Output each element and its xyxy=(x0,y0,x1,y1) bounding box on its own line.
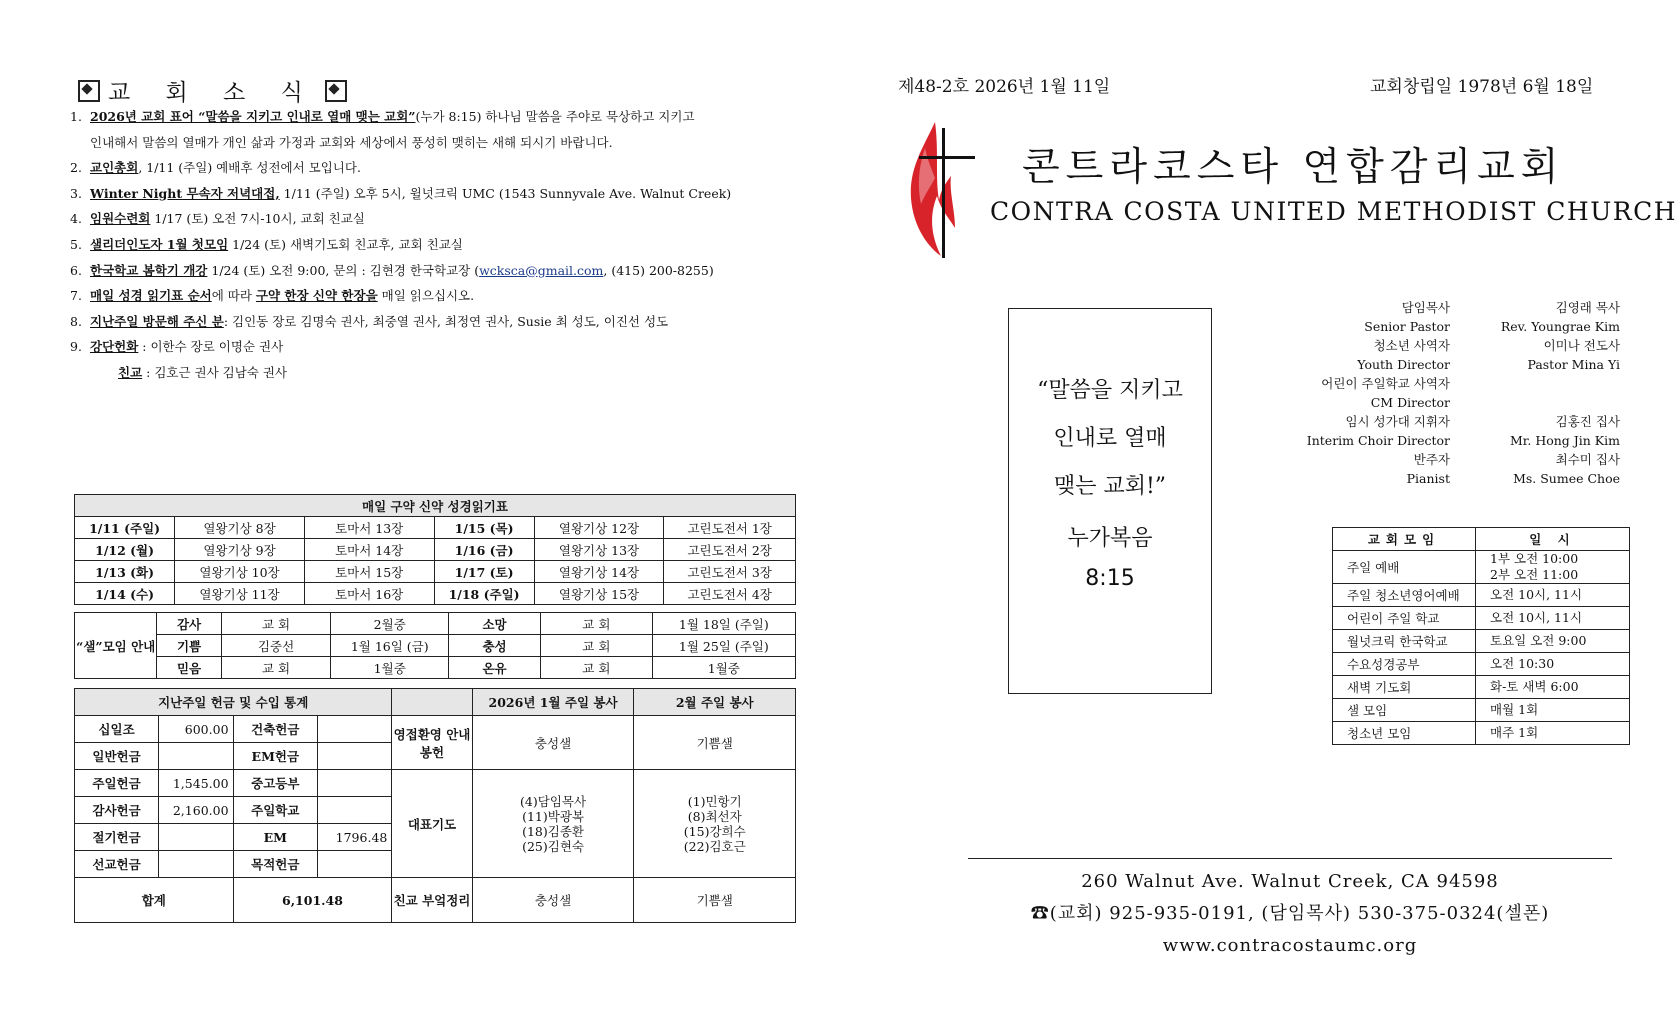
offering-label: 절기헌금 xyxy=(75,824,159,851)
ornament-icon xyxy=(78,80,100,102)
offering-amount xyxy=(318,743,392,770)
offering-label: EM xyxy=(233,824,318,851)
offering-label: 중고등부 xyxy=(233,770,318,797)
staff-name: 이미나 전도사 xyxy=(1543,338,1620,353)
offering-label: 일반헌금 xyxy=(75,743,159,770)
news-item-text: 1/24 (토) 새벽기도회 친교후, 교회 친교실 xyxy=(228,236,463,252)
reading-date: 1/17 (토) xyxy=(434,561,534,583)
news-item xyxy=(70,258,790,284)
offering-row xyxy=(75,770,796,797)
staff-role: 담임목사 xyxy=(1401,300,1450,315)
news-title xyxy=(70,74,355,107)
news-item xyxy=(70,309,790,335)
staff-name: Rev. Youngrae Kim xyxy=(1500,319,1620,334)
prayer-list xyxy=(634,770,796,878)
cell-group-info: 1월중 xyxy=(331,657,449,679)
reading-chapter: 열왕기상 8장 xyxy=(175,517,305,539)
news-item-text: 에 따라 xyxy=(211,288,256,304)
schedule-row xyxy=(1333,676,1630,699)
reading-chapter: 고린도전서 1장 xyxy=(664,517,796,539)
schedule-time: 토요일 오전 9:00 xyxy=(1476,630,1630,653)
cell-group-info: 김중선 xyxy=(221,635,331,657)
schedule-row xyxy=(1333,653,1630,676)
news-item-number: 5. xyxy=(70,236,82,252)
reading-chapter: 열왕기상 12장 xyxy=(534,517,664,539)
reading-date: 1/16 (금) xyxy=(434,539,534,561)
news-item-number: 8. xyxy=(70,313,82,329)
offering-label: 십일조 xyxy=(75,716,159,743)
cell-group-info: 1월 18일 (주일) xyxy=(652,613,795,635)
scripture-verse: 8:15 xyxy=(1085,566,1135,591)
service-header: 2026년 1월 주일 봉사 xyxy=(472,689,634,716)
staff-row xyxy=(1250,450,1620,469)
founding-date: 교회창립일 1978년 6월 18일 xyxy=(1370,77,1594,97)
news-item-number: 1. xyxy=(70,109,82,124)
offering-header: 지난주일 헌금 및 수입 통계 xyxy=(75,689,392,716)
reading-date: 1/15 (목) xyxy=(434,517,534,539)
reading-chapter: 열왕기상 14장 xyxy=(534,561,664,583)
news-item-text: 인내해서 말씀의 열매가 개인 삶과 가정과 교회와 세상에서 풍성히 맺히는 새해 되시기 바랍니다. xyxy=(90,134,613,150)
prayer-person: (22)김호근 xyxy=(683,838,746,854)
schedule-time: 1부 오전 10:00 2부 오전 11:00 xyxy=(1476,551,1630,584)
news-item-text: : 김호근 권사 김남숙 권사 xyxy=(142,364,287,380)
prayer-person: (4)담임목사 xyxy=(520,793,587,809)
cross-flame-icon xyxy=(905,118,977,260)
schedule-time: 오전 10시, 11시 xyxy=(1476,607,1630,630)
fellowship-group: 충성샐 xyxy=(472,878,634,923)
prayer-person: (15)강희수 xyxy=(683,823,746,839)
news-item-heading: 친교 xyxy=(118,364,143,380)
staff-role: 임시 성가대 지휘자 xyxy=(1345,414,1450,429)
schedule-time: 화-토 새벽 6:00 xyxy=(1476,676,1630,699)
cell-group-info: 1월 25일 (주일) xyxy=(652,635,795,657)
reading-title: 매일 구약 신약 성경읽기표 xyxy=(75,495,796,517)
schedule-time: 오전 10시, 11시 xyxy=(1476,584,1630,607)
offering-label: 선교헌금 xyxy=(75,851,159,878)
prayer-person: (25)김현숙 xyxy=(522,838,584,854)
staff-role: 반주자 xyxy=(1413,452,1450,467)
motto-box xyxy=(1008,308,1212,694)
reading-chapter: 고린도전서 2장 xyxy=(664,539,796,561)
bible-reading-table xyxy=(74,494,796,605)
schedule-meeting: 수요성경공부 xyxy=(1333,653,1476,676)
offering-amount: 2,160.00 xyxy=(159,797,233,824)
news-item-text: 1/11 (주일) 오후 5시, 윌넛크릭 UMC (1543 Sunnyvale Ave. Walnut Creek) xyxy=(279,185,732,201)
reading-row xyxy=(75,583,796,605)
cell-group-info: 교 회 xyxy=(221,657,331,679)
news-item xyxy=(70,104,790,130)
offering-amount: 1796.48 xyxy=(318,824,392,851)
news-item-heading: 임원수련회 xyxy=(90,211,151,227)
cell-group-info: 1월중 xyxy=(652,657,795,679)
schedule-header-meeting: 교회모임 xyxy=(1333,528,1476,551)
cell-group-info: 교 회 xyxy=(221,613,331,635)
offering-label: 감사헌금 xyxy=(75,797,159,824)
staff-role: Interim Choir Director xyxy=(1306,433,1450,448)
offering-label: 주일헌금 xyxy=(75,770,159,797)
schedule-row xyxy=(1333,551,1630,584)
staff-row xyxy=(1250,298,1620,317)
staff-row xyxy=(1250,374,1620,393)
offering-amount xyxy=(318,716,392,743)
news-item xyxy=(70,334,790,360)
offering-label: 주일학교 xyxy=(233,797,318,824)
staff-name: Pastor Mina Yi xyxy=(1527,357,1620,372)
news-item-number: 3. xyxy=(70,185,82,201)
schedule-row xyxy=(1333,699,1630,722)
church-name-english: CONTRA COSTA UNITED METHODIST CHURCH xyxy=(990,197,1678,226)
staff-role: 청소년 사역자 xyxy=(1373,338,1450,353)
schedule-row xyxy=(1333,722,1630,745)
schedule-meeting: 새벽 기도회 xyxy=(1333,676,1476,699)
reading-row xyxy=(75,561,796,583)
news-item-text: , 1/11 (주일) 예배후 성전에서 모입니다. xyxy=(138,160,361,176)
reading-chapter: 토마서 15장 xyxy=(304,561,434,583)
news-item-number: 2. xyxy=(70,160,82,176)
news-item-text: : 이한수 장로 이명순 권사 xyxy=(138,339,284,355)
church-address: 260 Walnut Ave. Walnut Creek, CA 94598 xyxy=(1081,871,1499,892)
staff-row xyxy=(1250,393,1620,412)
schedule-meeting: 월넛크릭 한국학교 xyxy=(1333,630,1476,653)
reading-date: 1/14 (수) xyxy=(75,583,175,605)
offering-header-row xyxy=(75,689,796,716)
prayer-person: (18)김종환 xyxy=(522,823,584,839)
staff-row xyxy=(1250,412,1620,431)
news-item xyxy=(70,130,790,156)
reading-chapter: 토마서 14장 xyxy=(304,539,434,561)
offering-amount: 600.00 xyxy=(159,716,233,743)
offering-amount xyxy=(159,824,233,851)
reading-chapter: 열왕기상 13장 xyxy=(534,539,664,561)
news-item-heading: 교인총회 xyxy=(90,160,139,176)
staff-role: Pianist xyxy=(1406,471,1450,486)
offering-label: 건축헌금 xyxy=(233,716,318,743)
offering-label: EM헌금 xyxy=(233,743,318,770)
schedule-time: 매월 1회 xyxy=(1476,699,1630,722)
issue-number: 제48-2호 2026년 1월 11일 xyxy=(898,77,1111,97)
cell-meeting-table xyxy=(74,612,796,679)
staff-role: 어린이 주일학교 사역자 xyxy=(1321,376,1450,391)
news-item-text: 매일 읽으십시오. xyxy=(377,288,475,304)
motto-line: 인내로 열매 xyxy=(1053,426,1167,451)
cell-row xyxy=(75,635,796,657)
reading-row xyxy=(75,539,796,561)
staff-name: Ms. Sumee Choe xyxy=(1513,471,1620,486)
staff-row xyxy=(1250,336,1620,355)
schedule-meeting: 어린이 주일 학교 xyxy=(1333,607,1476,630)
news-item xyxy=(70,232,790,258)
news-item-heading: 매일 성경 읽기표 순서 xyxy=(90,288,212,304)
staff-role: Senior Pastor xyxy=(1364,319,1450,334)
reading-chapter: 토마서 13장 xyxy=(304,517,434,539)
reading-date: 1/13 (화) xyxy=(75,561,175,583)
news-item-heading: 구약 한장 신약 한장을 xyxy=(255,288,378,304)
cell-row xyxy=(75,613,796,635)
news-item xyxy=(70,360,790,386)
cell-group-name: 믿음 xyxy=(157,657,221,679)
cell-group-name: 충성 xyxy=(449,635,541,657)
reading-row xyxy=(75,517,796,539)
offering-amount xyxy=(318,797,392,824)
greeting-group: 기쁨샐 xyxy=(634,716,796,770)
greeting-label: 영접환영 안내봉헌 xyxy=(392,716,472,770)
staff-list xyxy=(1250,298,1620,488)
reading-date: 1/18 (주일) xyxy=(434,583,534,605)
staff-row xyxy=(1250,355,1620,374)
offering-total-row xyxy=(75,878,796,923)
prayer-person: (8)최선자 xyxy=(687,808,742,824)
reading-chapter: 열왕기상 10장 xyxy=(175,561,305,583)
schedule-meeting: 샐 모임 xyxy=(1333,699,1476,722)
cell-group-name: 소망 xyxy=(449,613,541,635)
cell-group-name: 감사 xyxy=(157,613,221,635)
total-amount: 6,101.48 xyxy=(233,878,392,923)
scripture-reference: 누가복음 xyxy=(1067,526,1153,551)
blank-cell xyxy=(392,689,472,716)
schedule-meeting: 청소년 모임 xyxy=(1333,722,1476,745)
schedule-row xyxy=(1333,584,1630,607)
cell-row xyxy=(75,657,796,679)
staff-name: 김홍진 집사 xyxy=(1555,414,1620,429)
news-item xyxy=(70,206,790,232)
schedule-meeting: 주일 예배 xyxy=(1333,551,1476,584)
prayer-list xyxy=(472,770,634,878)
motto-line: 맺는 교회!” xyxy=(1053,474,1167,499)
news-item-heading: 지난주일 방문해 주신 분 xyxy=(90,313,224,329)
prayer-person: (11)박광복 xyxy=(522,808,584,824)
staff-row xyxy=(1250,469,1620,488)
church-website[interactable]: www.contracostaumc.org xyxy=(1162,935,1418,956)
news-item-text: , (415) 200-8255) xyxy=(603,262,714,278)
news-item xyxy=(70,283,790,309)
staff-name xyxy=(1480,393,1620,412)
schedule-meeting: 주일 청소년영어예배 xyxy=(1333,584,1476,607)
offering-row xyxy=(75,716,796,743)
offering-amount xyxy=(318,851,392,878)
offering-amount xyxy=(159,851,233,878)
staff-name: 최수미 집사 xyxy=(1555,452,1620,467)
schedule-time: 매주 1회 xyxy=(1476,722,1630,745)
staff-name xyxy=(1480,374,1620,393)
reading-chapter: 열왕기상 9장 xyxy=(175,539,305,561)
cell-group-info: 2월중 xyxy=(331,613,449,635)
reading-chapter: 열왕기상 15장 xyxy=(534,583,664,605)
news-item-heading: 강단헌화 xyxy=(90,339,139,355)
offering-amount xyxy=(318,770,392,797)
staff-role: Youth Director xyxy=(1357,357,1450,372)
church-phone: ☎(교회) 925-935-0191, (담임목사) 530-375-0324(셀폰) xyxy=(1030,903,1550,924)
news-item-number: 9. xyxy=(70,339,82,355)
cell-group-name: 기쁨 xyxy=(157,635,221,657)
reading-chapter: 열왕기상 11장 xyxy=(175,583,305,605)
offering-amount: 1,545.00 xyxy=(159,770,233,797)
prayer-person: (1)민항기 xyxy=(687,793,742,809)
staff-name: 김영래 목사 xyxy=(1555,300,1620,315)
total-label: 합계 xyxy=(75,878,234,923)
news-item xyxy=(70,181,790,207)
cell-group-info: 교 회 xyxy=(541,657,653,679)
fellowship-group: 기쁨샐 xyxy=(634,878,796,923)
news-list xyxy=(70,104,790,386)
news-item-heading: 샐리더인도자 1월 첫모임 xyxy=(90,236,229,252)
reading-date: 1/11 (주일) xyxy=(75,517,175,539)
cell-group-info: 교 회 xyxy=(541,635,653,657)
cell-group-info: 1월 16일 (금) xyxy=(331,635,449,657)
motto-line: “말씀을 지키고 xyxy=(1037,378,1183,403)
schedule-header-time: 일 시 xyxy=(1476,528,1630,551)
staff-name: Mr. Hong Jin Kim xyxy=(1509,433,1620,448)
cell-label: “샐”모임 안내 xyxy=(75,613,157,679)
reading-chapter: 토마서 16장 xyxy=(304,583,434,605)
news-item xyxy=(70,155,790,181)
greeting-group: 충성샐 xyxy=(472,716,634,770)
news-item-heading: Winter Night 무속자 저녁대접, xyxy=(90,185,280,201)
news-item-heading: 2026년 교회 표어 “말씀을 지키고 인내로 열매 맺는 교회” xyxy=(90,109,416,124)
service-header: 2월 주일 봉사 xyxy=(634,689,796,716)
schedule-row xyxy=(1333,607,1630,630)
news-title-text: 교 회 소 식 xyxy=(108,80,317,106)
email-link[interactable]: wcksca@gmail.com xyxy=(479,262,604,278)
fellowship-label: 친교 부엌정리 xyxy=(392,878,472,923)
staff-role: CM Director xyxy=(1370,395,1450,410)
news-item-text: 1/17 (토) 오전 7시-10시, 교회 친교실 xyxy=(150,211,365,227)
news-item-number: 4. xyxy=(70,211,82,227)
news-item-number: 7. xyxy=(70,288,82,304)
prayer-label: 대표기도 xyxy=(392,770,472,878)
reading-chapter: 고린도전서 3장 xyxy=(664,561,796,583)
news-item-heading: 한국학교 봄학기 개강 xyxy=(90,262,208,278)
ornament-icon xyxy=(325,80,347,102)
staff-row xyxy=(1250,431,1620,450)
news-item-text: (누가 8:15) 하나님 말씀을 주야로 묵상하고 지키고 xyxy=(415,109,695,124)
reading-date: 1/12 (월) xyxy=(75,539,175,561)
church-name-korean: 콘트라코스타 연합감리교회 xyxy=(1022,145,1565,190)
news-item-text: : 김인동 장로 김명숙 권사, 최중열 권사, 최정연 권사, Susie 최 성도, 이진선 성도 xyxy=(223,313,669,329)
footer-divider xyxy=(968,858,1612,859)
news-item-number: 6. xyxy=(70,262,82,278)
reading-chapter: 고린도전서 4장 xyxy=(664,583,796,605)
footer-contact xyxy=(968,866,1612,962)
news-item-text: 1/24 (토) 오전 9:00, 문의 : 김현경 한국학교장 ( xyxy=(207,262,480,278)
offering-table xyxy=(74,688,796,923)
meeting-schedule-table xyxy=(1332,527,1630,745)
offering-label: 목적헌금 xyxy=(233,851,318,878)
staff-row xyxy=(1250,317,1620,336)
schedule-row xyxy=(1333,630,1630,653)
cell-group-name: 온유 xyxy=(449,657,541,679)
cell-group-info: 교 회 xyxy=(541,613,653,635)
offering-amount xyxy=(159,743,233,770)
schedule-time: 오전 10:30 xyxy=(1476,653,1630,676)
